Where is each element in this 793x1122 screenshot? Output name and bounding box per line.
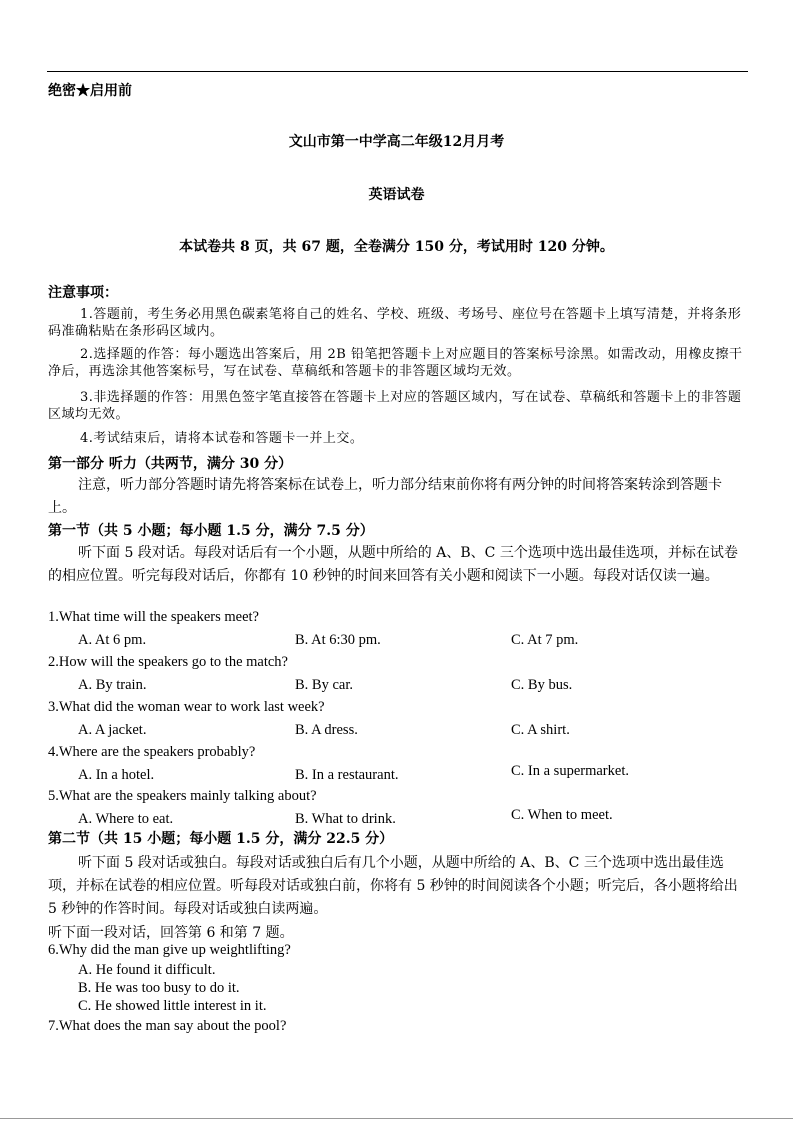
question-5: 5.What are the speakers mainly talking about? <box>48 788 317 804</box>
section1-title: 第一节（共 5 小题；每小题 1.5 分，满分 7.5 分） <box>48 523 374 539</box>
notice-title: 注意事项： <box>48 285 118 301</box>
q4-option-a: A. In a hotel. <box>78 767 155 783</box>
q2-option-c: C. By bus. <box>511 677 573 693</box>
q1-option-c: C. At 7 pm. <box>511 632 579 648</box>
q5-option-c: C. When to meet. <box>511 807 613 823</box>
section2-lead: 听下面一段对话，回答第 6 和第 7 题。 <box>48 925 294 941</box>
section2-title: 第二节（共 15 小题；每小题 1.5 分，满分 22.5 分） <box>48 831 394 847</box>
subject-title: 英语试卷 <box>368 187 425 203</box>
question-7: 7.What does the man say about the pool? <box>48 1018 287 1034</box>
question-1: 1.What time will the speakers meet? <box>48 609 259 625</box>
notice-item-2: 2.选择题的作答：每小题选出答案后，用 2B 铅笔把答题卡上对应题目的答案标号涂黑。如需改动，用橡皮擦干净后，再选涂其他答案标号，写在试卷、草稿纸和答题卡的非答题区域均无效。 <box>48 347 743 379</box>
q2-option-a: A. By train. <box>78 677 147 693</box>
q4-option-b: B. In a restaurant. <box>295 767 399 783</box>
exam-title: 文山市第一中学高二年级12月月考 <box>288 134 505 150</box>
q3-option-a: A. A jacket. <box>78 722 147 738</box>
exam-summary: 本试卷共 8 页，共 67 题，全卷满分 150 分，考试用时 120 分钟。 <box>179 239 614 255</box>
q5-option-b: B. What to drink. <box>295 811 396 827</box>
notice-item-3: 3.非选择题的作答：用黑色签字笔直接答在答题卡上对应的答题区域内，写在试卷、草稿纸和答题卡上的非答题区域均无效。 <box>48 390 742 422</box>
question-2: 2.How will the speakers go to the match? <box>48 654 288 670</box>
q4-option-c: C. In a supermarket. <box>511 763 629 779</box>
q1-option-b: B. At 6:30 pm. <box>295 632 381 648</box>
question-6: 6.Why did the man give up weightlifting? <box>48 942 291 958</box>
question-4: 4.Where are the speakers probably? <box>48 744 256 760</box>
part1-intro: 注意，听力部分答题时请先将答案标在试卷上，听力部分结束前你将有两分钟的时间将答案转涂到答题卡上。 <box>48 477 722 516</box>
question-3: 3.What did the woman wear to work last week? <box>48 699 325 715</box>
q5-option-a: A. Where to eat. <box>78 811 174 827</box>
notice-item-4: 4.考试结束后，请将本试卷和答题卡一并上交。 <box>80 431 364 446</box>
confidential-label: 绝密★启用前 <box>48 83 132 99</box>
q6-option-a: A. He found it difficult. <box>78 962 216 978</box>
q6-option-c: C. He showed little interest in it. <box>78 998 267 1014</box>
bottom-rule <box>0 1118 793 1119</box>
q3-option-c: C. A shirt. <box>511 722 570 738</box>
section2-intro: 听下面 5 段对话或独白。每段对话或独白后有几个小题，从题中所给的 A、B、C 三个选项中选出最佳选项，并标在试卷的相应位置。听每段对话或独白前，你将有 5 秒钟的时间阅读各个小题；听完后，各小题将给出 5 秒钟的作答时间。每段对话或独白读两遍。 <box>48 855 738 917</box>
part1-title: 第一部分 听力（共两节，满分 30 分） <box>48 456 293 472</box>
q1-option-a: A. At 6 pm. <box>78 632 147 648</box>
q6-option-b: B. He was too busy to do it. <box>78 980 240 996</box>
q2-option-b: B. By car. <box>295 677 353 693</box>
top-rule <box>47 71 748 72</box>
notice-item-1: 1.答题前，考生务必用黑色碳素笔将自己的姓名、学校、班级、考场号、座位号在答题卡上填写清楚，并将条形码准确粘贴在条形码区域内。 <box>48 307 742 339</box>
q3-option-b: B. A dress. <box>295 722 358 738</box>
section1-intro: 听下面 5 段对话。每段对话后有一个小题，从题中所给的 A、B、C 三个选项中选出最佳选项，并标在试卷的相应位置。听完每段对话后，你都有 10 秒钟的时间来回答有关小题和阅读下一小题。每段对话仅读一遍。 <box>48 545 738 584</box>
